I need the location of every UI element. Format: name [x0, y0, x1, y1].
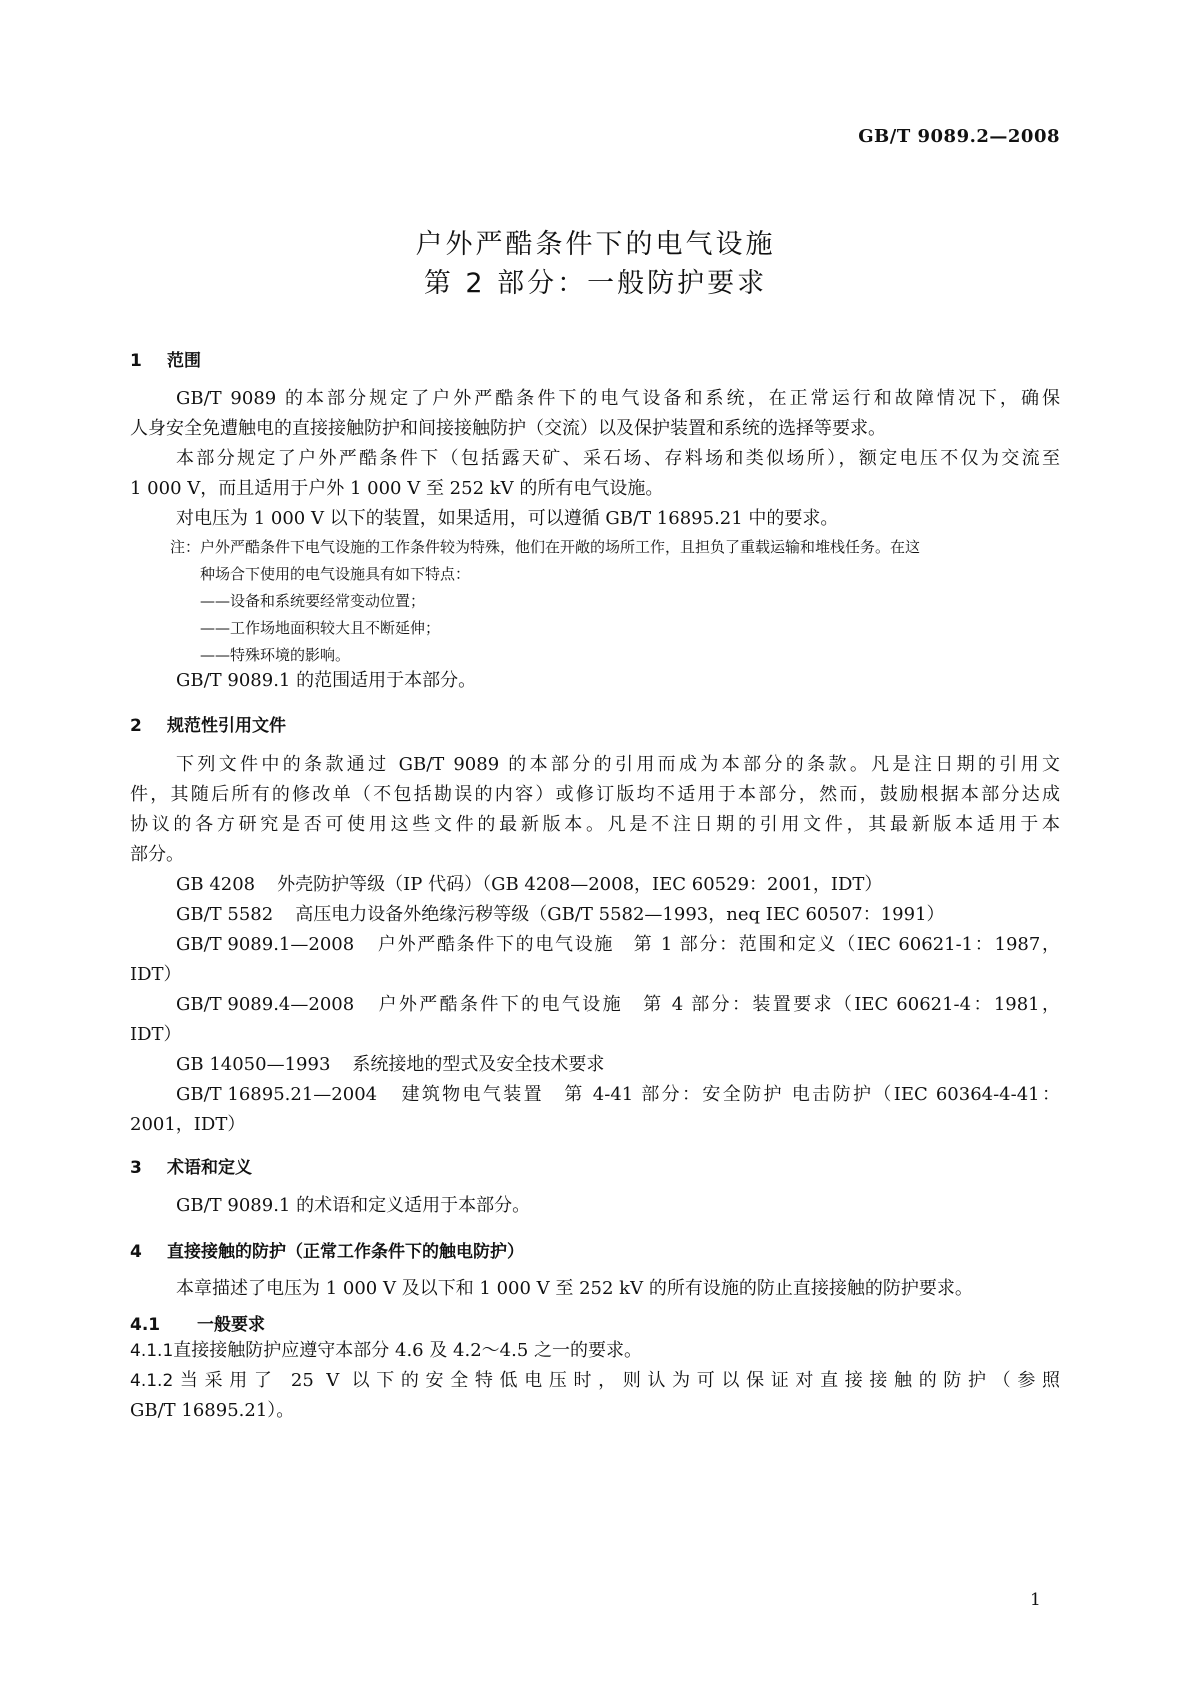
clause-text: 直接接触防护应遵守本部分 4.6 及 4.2～4.5 之一的要求。 [173, 1340, 643, 1361]
section-1-paragraph-2 [130, 444, 1060, 504]
section-4-heading [130, 1237, 524, 1262]
reference-code: GB/T 16895.21—2004 [176, 1084, 378, 1105]
reference-item [130, 900, 1060, 930]
standard-code: GB/T 9089.2—2008 [858, 126, 1060, 147]
text-line: GB/T 9089.1 的术语和定义适用于本部分。 [176, 1195, 531, 1216]
text-line: GB/T 9089.1 的范围适用于本部分。 [176, 670, 477, 691]
section-title: 术语和定义 [167, 1158, 252, 1178]
clause-4-1-2 [130, 1366, 1060, 1426]
reference-title: 户外严酷条件下的电气设施 第 4 部分：装置要求（IEC 60621-4：1981， [376, 994, 1060, 1015]
text-line: 本章描述了电压为 1 000 V 及以下和 1 000 V 至 252 kV 的所有设施的防止直接接触的防护要求。 [176, 1278, 973, 1299]
section-title: 范围 [167, 351, 201, 371]
reference-title-continued: IDT） [130, 964, 182, 985]
section-1-paragraph-4 [130, 666, 1060, 696]
reference-item [130, 1050, 1060, 1080]
reference-item [130, 990, 1060, 1050]
reference-title: 系统接地的型式及安全技术要求 [352, 1054, 605, 1075]
reference-title: 建筑物电气装置 第 4-41 部分：安全防护 电击防护（IEC 60364-4-41： [399, 1084, 1060, 1105]
text-line: 本部分规定了户外严酷条件下（包括露天矿、采石场、存料场和类似场所），额定电压不仅为交流至 [176, 448, 1060, 469]
document-title-line-1: 户外严酷条件下的电气设施 [415, 229, 776, 260]
subsection-title: 一般要求 [197, 1315, 265, 1335]
section-1-paragraph-3 [130, 504, 1060, 534]
section-1-heading [130, 346, 201, 371]
section-1-note [170, 534, 1060, 669]
page-number: 1 [1030, 1590, 1041, 1610]
clause-4-1-1 [130, 1336, 1060, 1366]
text-line: 1 000 V，而且适用于户外 1 000 V 至 252 kV 的所有电气设施。 [130, 478, 664, 499]
section-3-heading [130, 1153, 252, 1178]
note-line: 种场合下使用的电气设施具有如下特点： [200, 565, 471, 583]
document-title-line-2: 第 2 部分：一般防护要求 [423, 268, 768, 299]
section-2-heading [130, 711, 286, 736]
section-number: 3 [130, 1158, 142, 1178]
text-line: GB/T 9089 的本部分规定了户外严酷条件下的电气设备和系统，在正常运行和故障情况下，确保 [176, 388, 1060, 409]
clause-text: 当采用了 25 V 以下的安全特低电压时，则认为可以保证对直接接触的防护（参照 [173, 1370, 1060, 1391]
section-number: 1 [130, 351, 142, 371]
text-line: 下列文件中的条款通过 GB/T 9089 的本部分的引用而成为本部分的条款。凡是注日期的引用文 [176, 754, 1060, 775]
reference-code: GB 4208 [176, 874, 256, 895]
text-line: 部分。 [130, 844, 184, 865]
section-2-paragraph-1 [130, 750, 1060, 870]
reference-title: 高压电力设备外绝缘污秽等级（GB/T 5582—1993，neq IEC 60507：1991） [295, 904, 945, 925]
section-title: 直接接触的防护（正常工作条件下的触电防护） [167, 1242, 524, 1262]
reference-item [130, 930, 1060, 990]
reference-code: GB/T 5582 [176, 904, 274, 925]
reference-title-continued: 2001，IDT） [130, 1114, 246, 1135]
text-line: 件，其随后所有的修改单（不包括勘误的内容）或修订版均不适用于本部分，然而，鼓励根据本部分达成 [130, 784, 1060, 805]
section-number: 2 [130, 716, 142, 736]
note-line: 注：户外严酷条件下电气设施的工作条件较为特殊，他们在开敞的场所工作，且担负了重载运输和堆栈任务。在这 [170, 538, 921, 556]
section-3-paragraph-1 [130, 1191, 1060, 1221]
reference-code: GB 14050—1993 [176, 1054, 331, 1075]
note-list-item: ——特殊环境的影响。 [200, 646, 351, 664]
text-line: 对电压为 1 000 V 以下的装置，如果适用，可以遵循 GB/T 16895.21 中的要求。 [176, 508, 839, 529]
clause-number: 4.1.2 [130, 1371, 174, 1391]
text-line: 人身安全免遭触电的直接接触防护和间接接触防护（交流）以及保护装置和系统的选择等要求。 [130, 418, 886, 439]
reference-code: GB/T 9089.1—2008 [176, 934, 355, 955]
reference-title-continued: IDT） [130, 1024, 182, 1045]
reference-code: GB/T 9089.4—2008 [176, 994, 355, 1015]
section-title: 规范性引用文件 [167, 716, 286, 736]
clause-text-continued: GB/T 16895.21）。 [130, 1400, 295, 1421]
note-list-item: ——设备和系统要经常变动位置； [200, 592, 426, 610]
note-list-item: ——工作场地面积较大且不断延伸； [200, 619, 441, 637]
reference-item [130, 1080, 1060, 1140]
clause-number: 4.1.1 [130, 1341, 174, 1361]
subsection-number: 4.1 [130, 1315, 161, 1335]
reference-title: 外壳防护等级（IP 代码）（GB 4208—2008，IEC 60529：2001，IDT） [277, 874, 883, 895]
subsection-4-1-heading [130, 1310, 265, 1335]
reference-item [130, 870, 1060, 900]
section-4-paragraph-1 [130, 1274, 1060, 1304]
section-number: 4 [130, 1242, 142, 1262]
text-line: 协议的各方研究是否可使用这些文件的最新版本。凡是不注日期的引用文件，其最新版本适用于本 [130, 814, 1060, 835]
reference-title: 户外严酷条件下的电气设施 第 1 部分：范围和定义（IEC 60621-1：1987， [376, 934, 1060, 955]
section-1-paragraph-1 [130, 384, 1060, 444]
